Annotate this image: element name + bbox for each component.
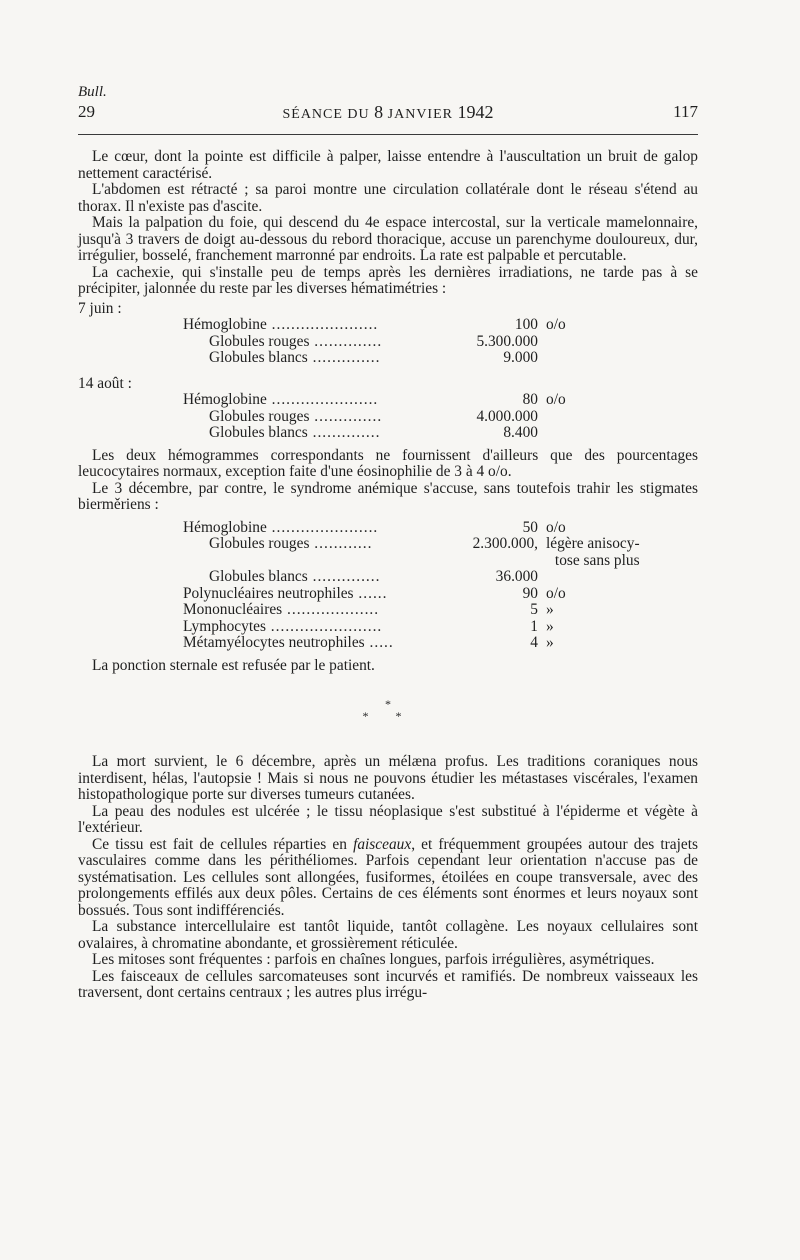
title-part-b: JANVIER [387, 107, 453, 122]
row-label: Métamyélocytes neutrophiles ..... [183, 635, 394, 651]
row-label: Lymphocytes ....................... [183, 618, 383, 635]
row-value: 50 [522, 518, 538, 536]
hemogram-table [183, 520, 640, 652]
row-label: Globules blancs .............. [209, 569, 381, 585]
emphasis: faisceaux [353, 835, 412, 853]
paragraph: Ce tissu est fait de cellules réparties en faisceaux, et fréquemment groupées autour des trajets vasculaires comme dans les périthéliomes. Parfois cependant leur orientation n'accuse pas de systématisation. Les cellules sont allongées, fusiformes, étoilées en coupe transversale, avec des prolongements effilés aux deux pôles. Certains de ces éléments sont énormes et leurs noyaux sont bossués. Tous sont indifférenciés. [78, 835, 699, 919]
paragraph: Les faisceaux de cellules sarcomateuses sont incurvés et ramifiés. De nombreux vaisseaux les traversent, dont certains centraux ; les autres plus irrégu- [78, 967, 698, 1001]
row-label: Mononucléaires ................... [183, 602, 380, 618]
page [78, 84, 698, 1002]
row-value: 5.300.000 [476, 332, 538, 350]
table-row [183, 569, 640, 586]
separator-star: * [385, 697, 391, 711]
row-value: 8.400 [503, 424, 538, 441]
table-row [183, 392, 566, 409]
section-separator [78, 698, 698, 722]
paragraph: Le 3 décembre, par contre, le syndrome anémique s'accuse, sans toutefois trahir les stigmates bierměriens : [78, 479, 698, 513]
row-value: 2.300.000, [472, 535, 538, 552]
table-row [183, 425, 566, 442]
title-year: 1942 [457, 102, 494, 122]
table-row [183, 586, 640, 603]
hemogram-table [183, 392, 566, 442]
paragraph: L'abdomen est rétracté ; sa paroi montre une circulation collatérale dont le réseau s'étend au thorax. Il n'existe pas d'ascite. [78, 181, 698, 215]
row-label [183, 553, 453, 570]
row-unit: o/o [546, 316, 566, 333]
row-value: 5 [530, 601, 538, 618]
row-value: 100 [514, 316, 538, 333]
row-label: Globules blancs .............. [209, 350, 381, 366]
row-value: 9.000 [503, 349, 538, 366]
table-row [183, 317, 566, 334]
row-value: 90 [522, 584, 538, 602]
bulletin-number: 29 [78, 102, 95, 121]
row-unit [538, 350, 566, 367]
page-number: 117 [673, 102, 698, 121]
row-unit: o/o [546, 391, 566, 408]
row-note: tose sans plus [554, 551, 640, 569]
hemogram-table [183, 317, 566, 367]
separator-stars: * * [362, 709, 414, 723]
page-title [78, 102, 698, 123]
exam-date: 7 juin : [78, 299, 122, 317]
title-part-a: SÉANCE DU [282, 107, 370, 122]
journal-abbrev: Bull. [78, 84, 107, 100]
row-unit: » [546, 634, 554, 651]
paragraph: La peau des nodules est ulcérée ; le tissu néoplasique s'est substitué à l'épiderme et végète à l'extérieur. [78, 802, 698, 836]
row-value: 4 [530, 634, 538, 651]
row-label: Globules rouges .............. [209, 333, 383, 350]
row-label: Globules rouges ............ [209, 536, 373, 552]
row-label: Polynucléaires neutrophiles ...... [183, 585, 388, 602]
table-row [183, 619, 640, 636]
row-label: Hémoglobine ...................... [183, 392, 379, 408]
row-unit: légère anisocy- [546, 535, 640, 552]
paragraph: La substance intercellulaire est tantôt liquide, tantôt collagène. Les noyaux cellulaires sont ovalaires, à chromatine abondante, et grossièrement réticulée. [78, 918, 698, 952]
table-row [183, 350, 566, 367]
row-unit: o/o [546, 518, 566, 536]
paragraph: Mais la palpation du foie, qui descend du 4e espace intercostal, sur la verticale mamelonnaire, jusqu'à 3 travers de doigt au-dessous du rebord thoracique, accuse un parenchyme douloureux, dur, irrégulier, bosselé, franchement marronné par endroits. La rate est palpable et percutable. [78, 214, 698, 264]
table-row [183, 409, 566, 426]
row-unit: o/o [546, 584, 566, 602]
row-label: Globules rouges .............. [209, 408, 383, 425]
header-rule [78, 134, 698, 135]
table-row [183, 520, 640, 537]
row-label: Hémoglobine ...................... [183, 519, 379, 536]
row-unit: » [546, 601, 554, 618]
table-row [183, 334, 566, 351]
row-label: Globules blancs .............. [209, 425, 381, 441]
row-unit [538, 334, 566, 351]
row-value: 1 [530, 617, 538, 635]
paragraph: La ponction sternale est refusée par le patient. [92, 656, 375, 674]
row-value: 4.000.000 [476, 407, 538, 425]
table-row [183, 635, 640, 652]
row-unit: » [546, 617, 554, 635]
paragraph: Le cœur, dont la pointe est difficile à palper, laisse entendre à l'auscultation un bruit de galop nettement caractérisé. [78, 148, 698, 182]
row-value [453, 553, 538, 570]
row-label: Hémoglobine ...................... [183, 317, 379, 333]
table-row [183, 536, 640, 553]
row-unit [538, 569, 640, 586]
table-row [183, 553, 640, 570]
exam-date: 14 août : [78, 374, 132, 392]
paragraph: Les deux hémogrammes correspondants ne fournissent d'ailleurs que des pourcentages leucocytaires normaux, exception faite d'une éosinophilie de 3 à 4 o/o. [78, 446, 698, 480]
row-value: 36.000 [495, 568, 538, 585]
row-value: 80 [522, 391, 538, 408]
paragraph: La mort survient, le 6 décembre, après un mélæna profus. Les traditions coraniques nous interdisent, hélas, l'autopsie ! Mais si nous ne pouvons étudier les métastases viscérales, l'examen histopathologique porte sur diverses tumeurs cutanées. [78, 753, 698, 803]
table-row [183, 602, 640, 619]
paragraph: Les mitoses sont fréquentes : parfois en chaînes longues, parfois irrégulières, asymétriques. [92, 951, 655, 968]
paragraph: La cachexie, qui s'installe peu de temps après les dernières irradiations, ne tarde pas à se précipiter, jalonnée du reste par les diverses hématimétries : [78, 263, 698, 297]
running-header [78, 100, 698, 124]
row-unit [538, 425, 566, 442]
row-unit [538, 409, 566, 426]
title-day: 8 [374, 102, 384, 122]
